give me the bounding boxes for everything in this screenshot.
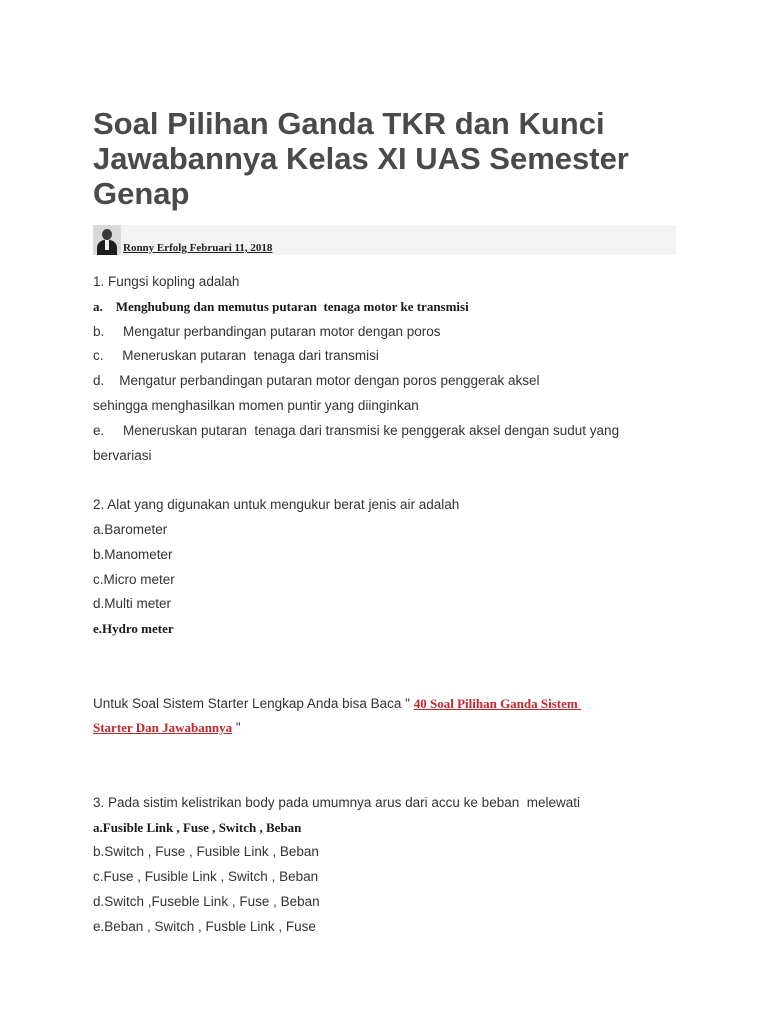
author-photo-icon	[93, 225, 121, 255]
q1-option-e: e. Meneruskan putaran tenaga dari transmisi ke penggerak aksel dengan sudut yang	[93, 422, 620, 438]
q2-option-a: a.Barometer	[93, 521, 168, 537]
q1-option-d-cont: sehingga menghasilkan momen puntir yang diinginkan	[93, 397, 419, 413]
promo-link-part-1[interactable]: 40 Soal Pilihan Ganda Sistem	[413, 695, 581, 711]
q3-option-c: c.Fuse , Fusible Link , Switch , Beban	[93, 869, 319, 885]
question-2: 2. Alat yang digunakan untuk mengukur berat jenis air adalah	[93, 497, 460, 513]
q1-option-c: c. Meneruskan putaran tenaga dari transmisi	[93, 348, 379, 364]
question-3: 3. Pada sistim kelistrikan body pada umumnya arus dari accu ke beban melewati	[93, 794, 580, 810]
article-body	[93, 270, 683, 940]
page-title: Soal Pilihan Ganda TKR dan Kunci Jawabannya Kelas XI UAS Semester Genap	[93, 106, 629, 211]
promo-link-part-2[interactable]: Starter Dan Jawabannya	[93, 720, 233, 736]
question-1: 1. Fungsi kopling adalah	[93, 274, 240, 289]
article-header	[93, 106, 693, 211]
q2-option-e-answer: e.Hydro meter	[93, 621, 174, 637]
q2-option-c: c.Micro meter	[93, 571, 175, 587]
q3-option-b: b.Switch , Fuse , Fusible Link , Beban	[93, 844, 319, 860]
q3-option-d: d.Switch ,Fuseble Link , Fuse , Beban	[93, 893, 320, 909]
promo-prefix: Untuk Soal Sistem Starter Lengkap Anda bisa Baca "	[93, 695, 414, 711]
q2-option-d: d.Multi meter	[93, 596, 172, 612]
promo-line-1	[93, 692, 683, 717]
q2-option-b: b.Manometer	[93, 546, 173, 562]
q1-option-a-answer: a. Menghubung dan memutus putaran tenaga motor ke transmisi	[93, 298, 469, 314]
q1-option-b: b. Mengatur perbandingan putaran motor dengan poros	[93, 323, 441, 339]
q3-option-e: e.Beban , Switch , Fusble Link , Fuse	[93, 918, 316, 934]
q1-option-e-cont: bervariasi	[93, 447, 152, 463]
promo-line-2	[93, 716, 683, 741]
byline-bar	[93, 225, 676, 255]
author-date-link[interactable]: Ronny Erfolg Februari 11, 2018	[123, 242, 273, 254]
q1-option-d: d. Mengatur perbandingan putaran motor dengan poros penggerak aksel	[93, 373, 540, 389]
q3-option-a-answer: a.Fusible Link , Fuse , Switch , Beban	[93, 819, 302, 835]
promo-suffix: "	[232, 720, 241, 736]
